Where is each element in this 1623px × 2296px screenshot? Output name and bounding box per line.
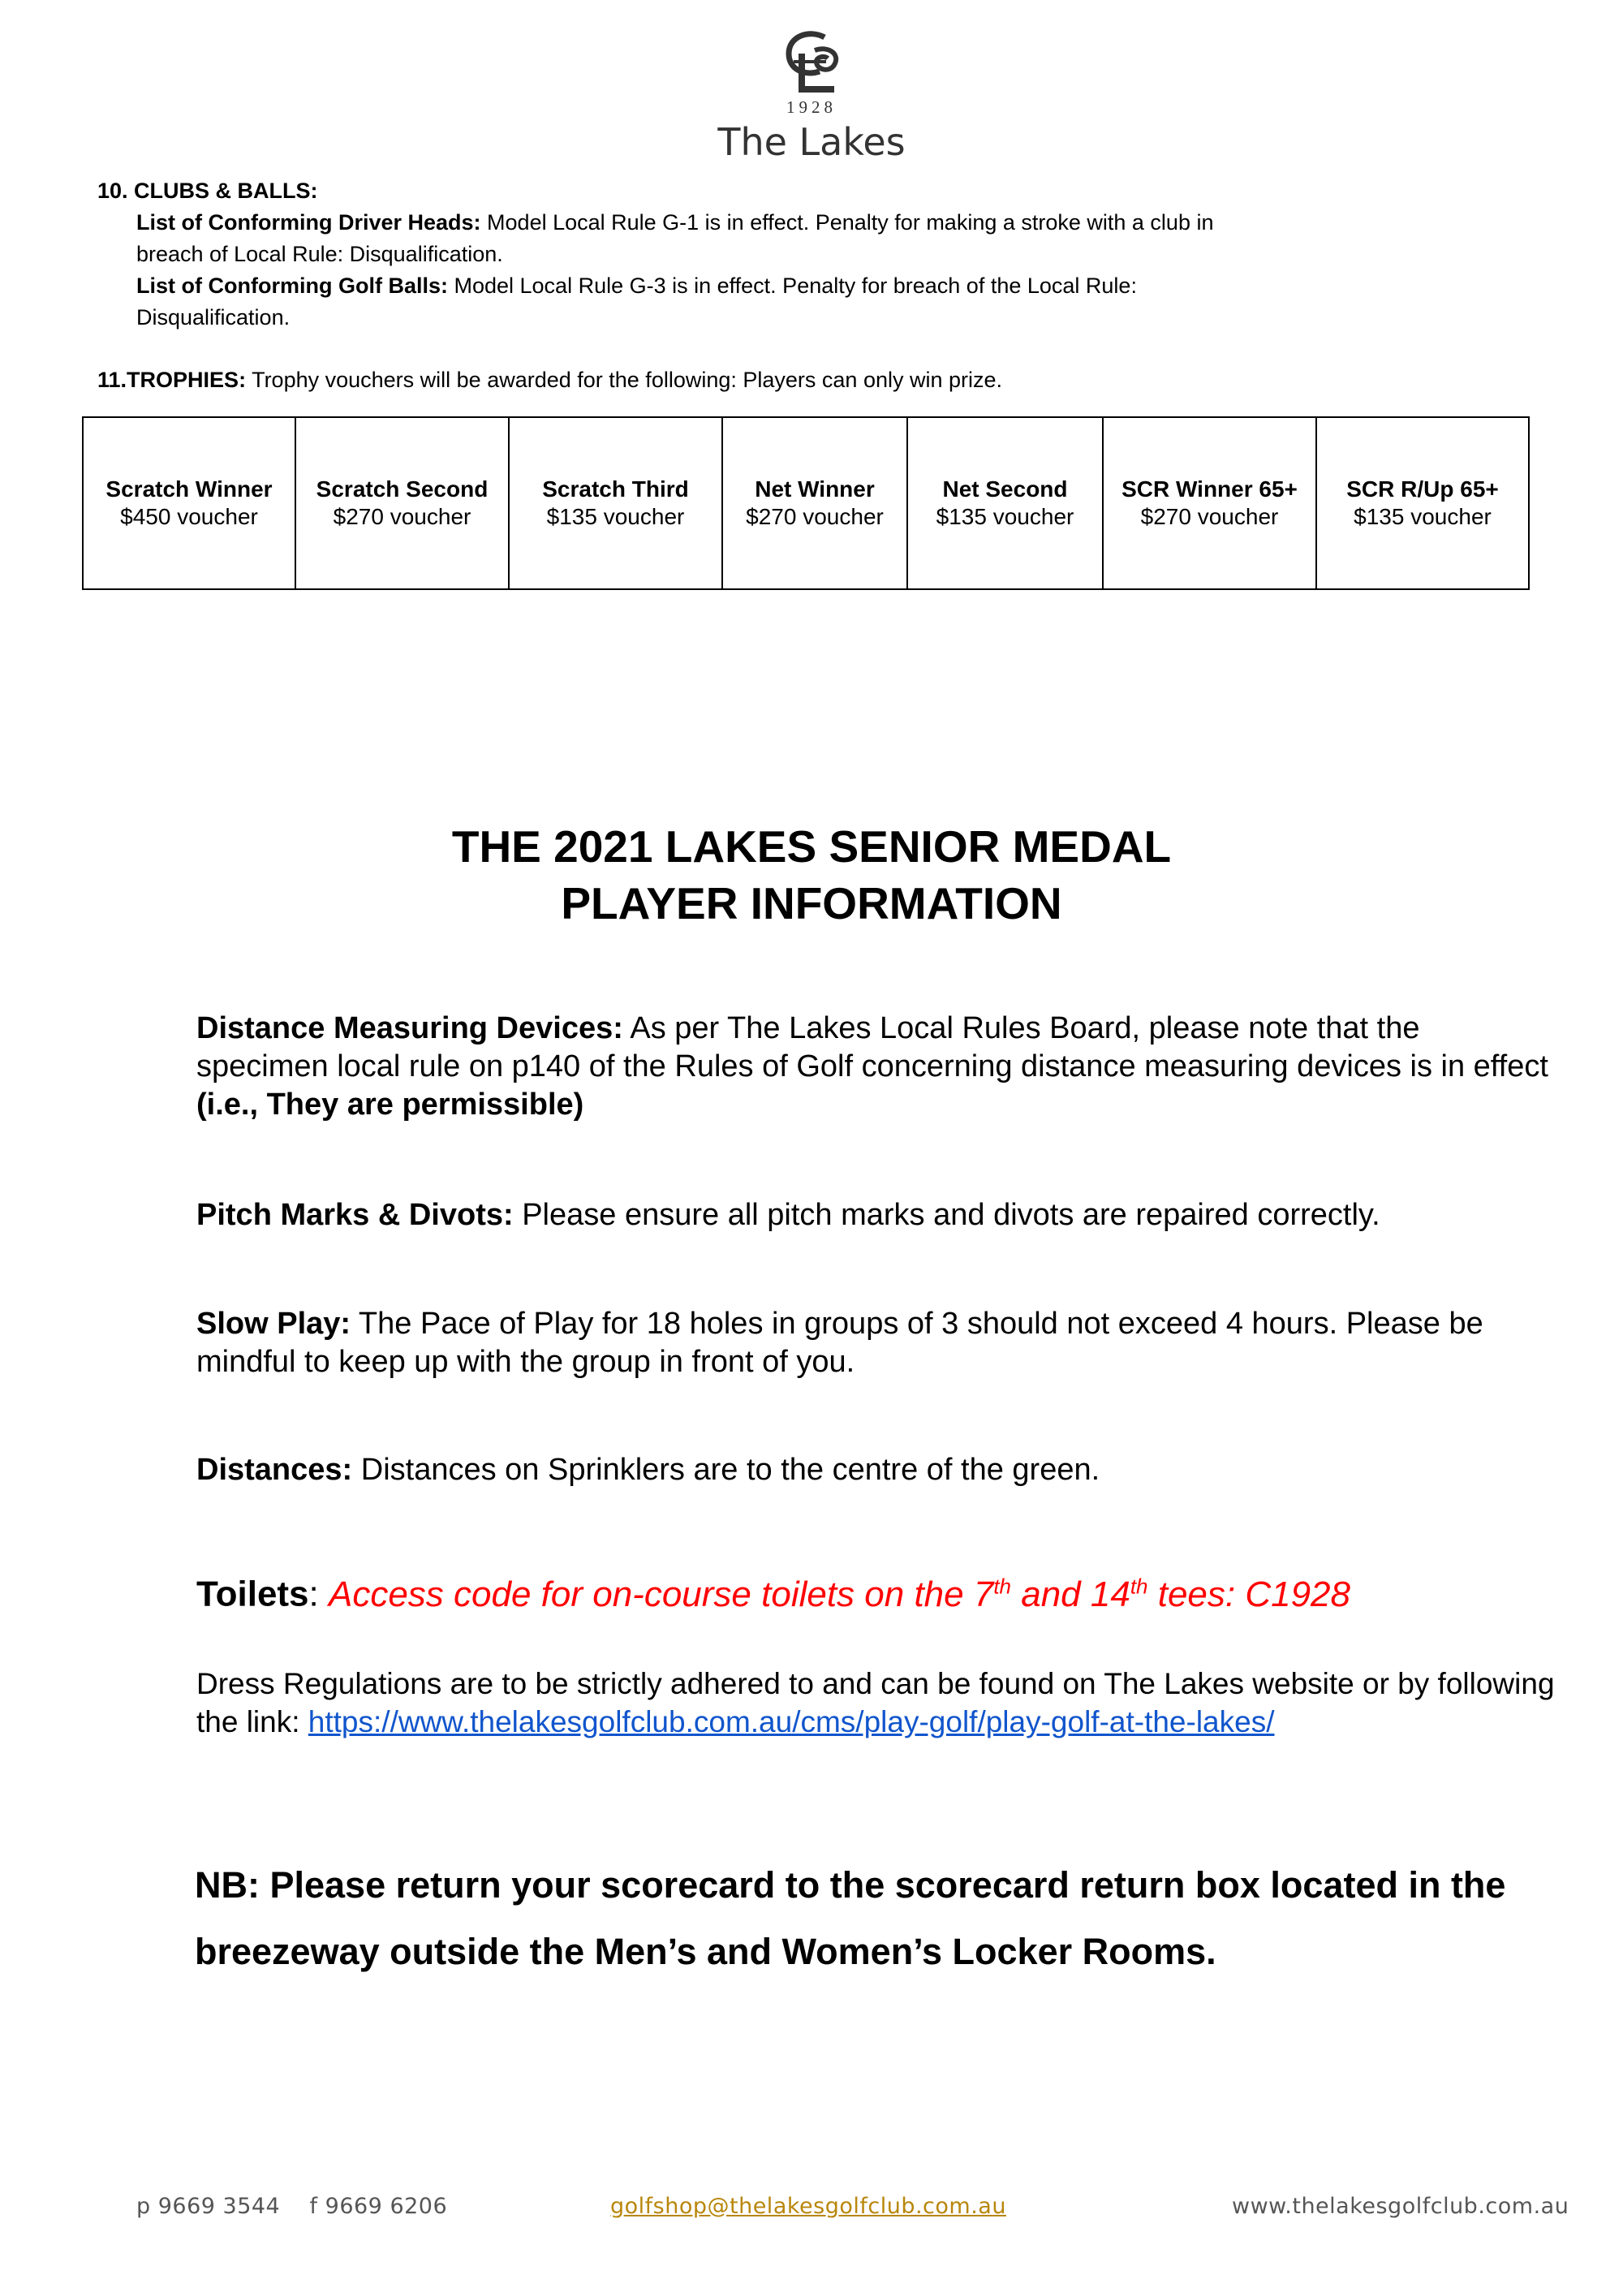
dress-text: Dress Regulations are to be strictly adhered to and can be found on The Lakes website or by following the link: bbox=[196, 1667, 1555, 1738]
distances-text: Distances on Sprinklers are to the centre of the green. bbox=[352, 1453, 1100, 1487]
dmd-label: Distance Measuring Devices: bbox=[196, 1011, 623, 1045]
toilets-sup-a: th bbox=[993, 1574, 1011, 1598]
trophy-cell bbox=[1316, 417, 1529, 589]
footer-phone-fax: p 9669 3544 f 9669 6206 bbox=[136, 2194, 448, 2219]
trophy-title: Scratch Winner bbox=[105, 476, 273, 502]
trophy-value: $270 voucher bbox=[1140, 504, 1279, 529]
pitch-label: Pitch Marks & Divots: bbox=[196, 1198, 514, 1232]
slow-label: Slow Play: bbox=[196, 1307, 351, 1341]
trophy-cell bbox=[83, 417, 295, 589]
trophies-label: 11.TROPHIES: bbox=[97, 368, 247, 392]
section-11-trophies bbox=[97, 364, 1002, 396]
toilets-text-a: Access code for on-course toilets on the 7 bbox=[328, 1574, 994, 1614]
page-title-line-1: THE 2021 LAKES SENIOR MEDAL bbox=[451, 821, 1172, 872]
trophy-value: $450 voucher bbox=[120, 504, 258, 529]
slow-play-paragraph bbox=[196, 1305, 1560, 1381]
golf-balls-text: Model Local Rule G-3 is in effect. Penalty for breach of the Local Rule: bbox=[447, 274, 1137, 298]
logo-year: 1928 bbox=[786, 97, 837, 117]
trophy-cell bbox=[295, 417, 509, 589]
trophy-title: Scratch Second bbox=[316, 476, 489, 502]
trophy-cell bbox=[509, 417, 722, 589]
trophy-title: SCR R/Up 65+ bbox=[1346, 476, 1499, 502]
section-10-heading: 10. CLUBS & BALLS: bbox=[97, 179, 318, 203]
driver-heads-text: Model Local Rule G-1 is in effect. Penalty for making a stroke with a club in bbox=[480, 210, 1214, 235]
trophy-title: Net Second bbox=[942, 476, 1068, 502]
trophy-value: $135 voucher bbox=[936, 504, 1074, 529]
footer-email-link[interactable]: golfshop@thelakesgolfclub.com.au bbox=[610, 2194, 1006, 2219]
golf-balls-label: List of Conforming Golf Balls: bbox=[136, 274, 448, 298]
trophy-cell bbox=[1103, 417, 1316, 589]
trophy-title: SCR Winner 65+ bbox=[1121, 476, 1298, 502]
toilets-paragraph bbox=[196, 1563, 1350, 1618]
page-title-line-2: PLAYER INFORMATION bbox=[561, 878, 1062, 928]
golf-balls-text-cont: Disqualification. bbox=[136, 305, 291, 330]
logo-name: The Lakes bbox=[717, 120, 906, 164]
driver-heads-rule bbox=[136, 207, 1532, 334]
trophies-text: Trophy vouchers will be awarded for the following: Players can only win prize. bbox=[246, 368, 1003, 392]
distance-measuring-devices-paragraph bbox=[196, 1010, 1560, 1124]
trophy-cell bbox=[722, 417, 907, 589]
trophy-title: Scratch Third bbox=[542, 476, 689, 502]
distances-label: Distances: bbox=[196, 1453, 353, 1487]
club-monogram-icon bbox=[777, 29, 846, 96]
dmd-emphasis: (i.e., They are permissible) bbox=[196, 1088, 584, 1122]
driver-heads-text-cont: breach of Local Rule: Disqualification. bbox=[136, 242, 503, 266]
trophy-cell bbox=[907, 417, 1103, 589]
trophy-value: $135 voucher bbox=[1354, 504, 1492, 529]
club-logo bbox=[714, 29, 909, 166]
dress-regulations-paragraph bbox=[196, 1665, 1576, 1741]
footer-website: www.thelakesgolfclub.com.au bbox=[1232, 2194, 1569, 2219]
table-row bbox=[83, 417, 1529, 589]
toilets-label: Toilets bbox=[196, 1574, 309, 1614]
scorecard-return-notice: NB: Please return your scorecard to the scorecard return box located in the breezeway outside the Men’s and Women’s Locker Rooms. bbox=[195, 1864, 1506, 1972]
trophy-value: $135 voucher bbox=[546, 504, 685, 529]
slow-text: The Pace of Play for 18 holes in groups of 3 should not exceed 4 hours. Please be mindful to keep up with the group in front of you. bbox=[196, 1307, 1483, 1379]
footer-email bbox=[610, 2194, 1006, 2219]
page-title bbox=[0, 818, 1623, 932]
pitch-marks-paragraph bbox=[196, 1196, 1560, 1234]
toilets-text-b: and 14 bbox=[1011, 1574, 1130, 1614]
toilets-code-text bbox=[329, 1574, 1350, 1614]
distances-paragraph bbox=[196, 1451, 1560, 1489]
dress-regulations-link[interactable]: https://www.thelakesgolfclub.com.au/cms/play-golf/play-golf-at-the-lakes/ bbox=[308, 1705, 1275, 1738]
trophy-table bbox=[82, 416, 1530, 590]
dmd-text: As per The Lakes Local Rules Board, please note that the specimen local rule on p140 of the Rules of Golf concerning distance measuring devices is in effect bbox=[196, 1011, 1548, 1083]
toilets-colon: : bbox=[308, 1574, 329, 1614]
trophy-value: $270 voucher bbox=[333, 504, 471, 529]
driver-heads-label: List of Conforming Driver Heads: bbox=[136, 210, 481, 235]
trophy-value: $270 voucher bbox=[746, 504, 884, 529]
trophy-title: Net Winner bbox=[755, 476, 875, 502]
pitch-text: Please ensure all pitch marks and divots are repaired correctly. bbox=[513, 1198, 1380, 1232]
toilets-sup-b: th bbox=[1130, 1574, 1148, 1598]
toilets-text-c: tees: C1928 bbox=[1147, 1574, 1350, 1614]
